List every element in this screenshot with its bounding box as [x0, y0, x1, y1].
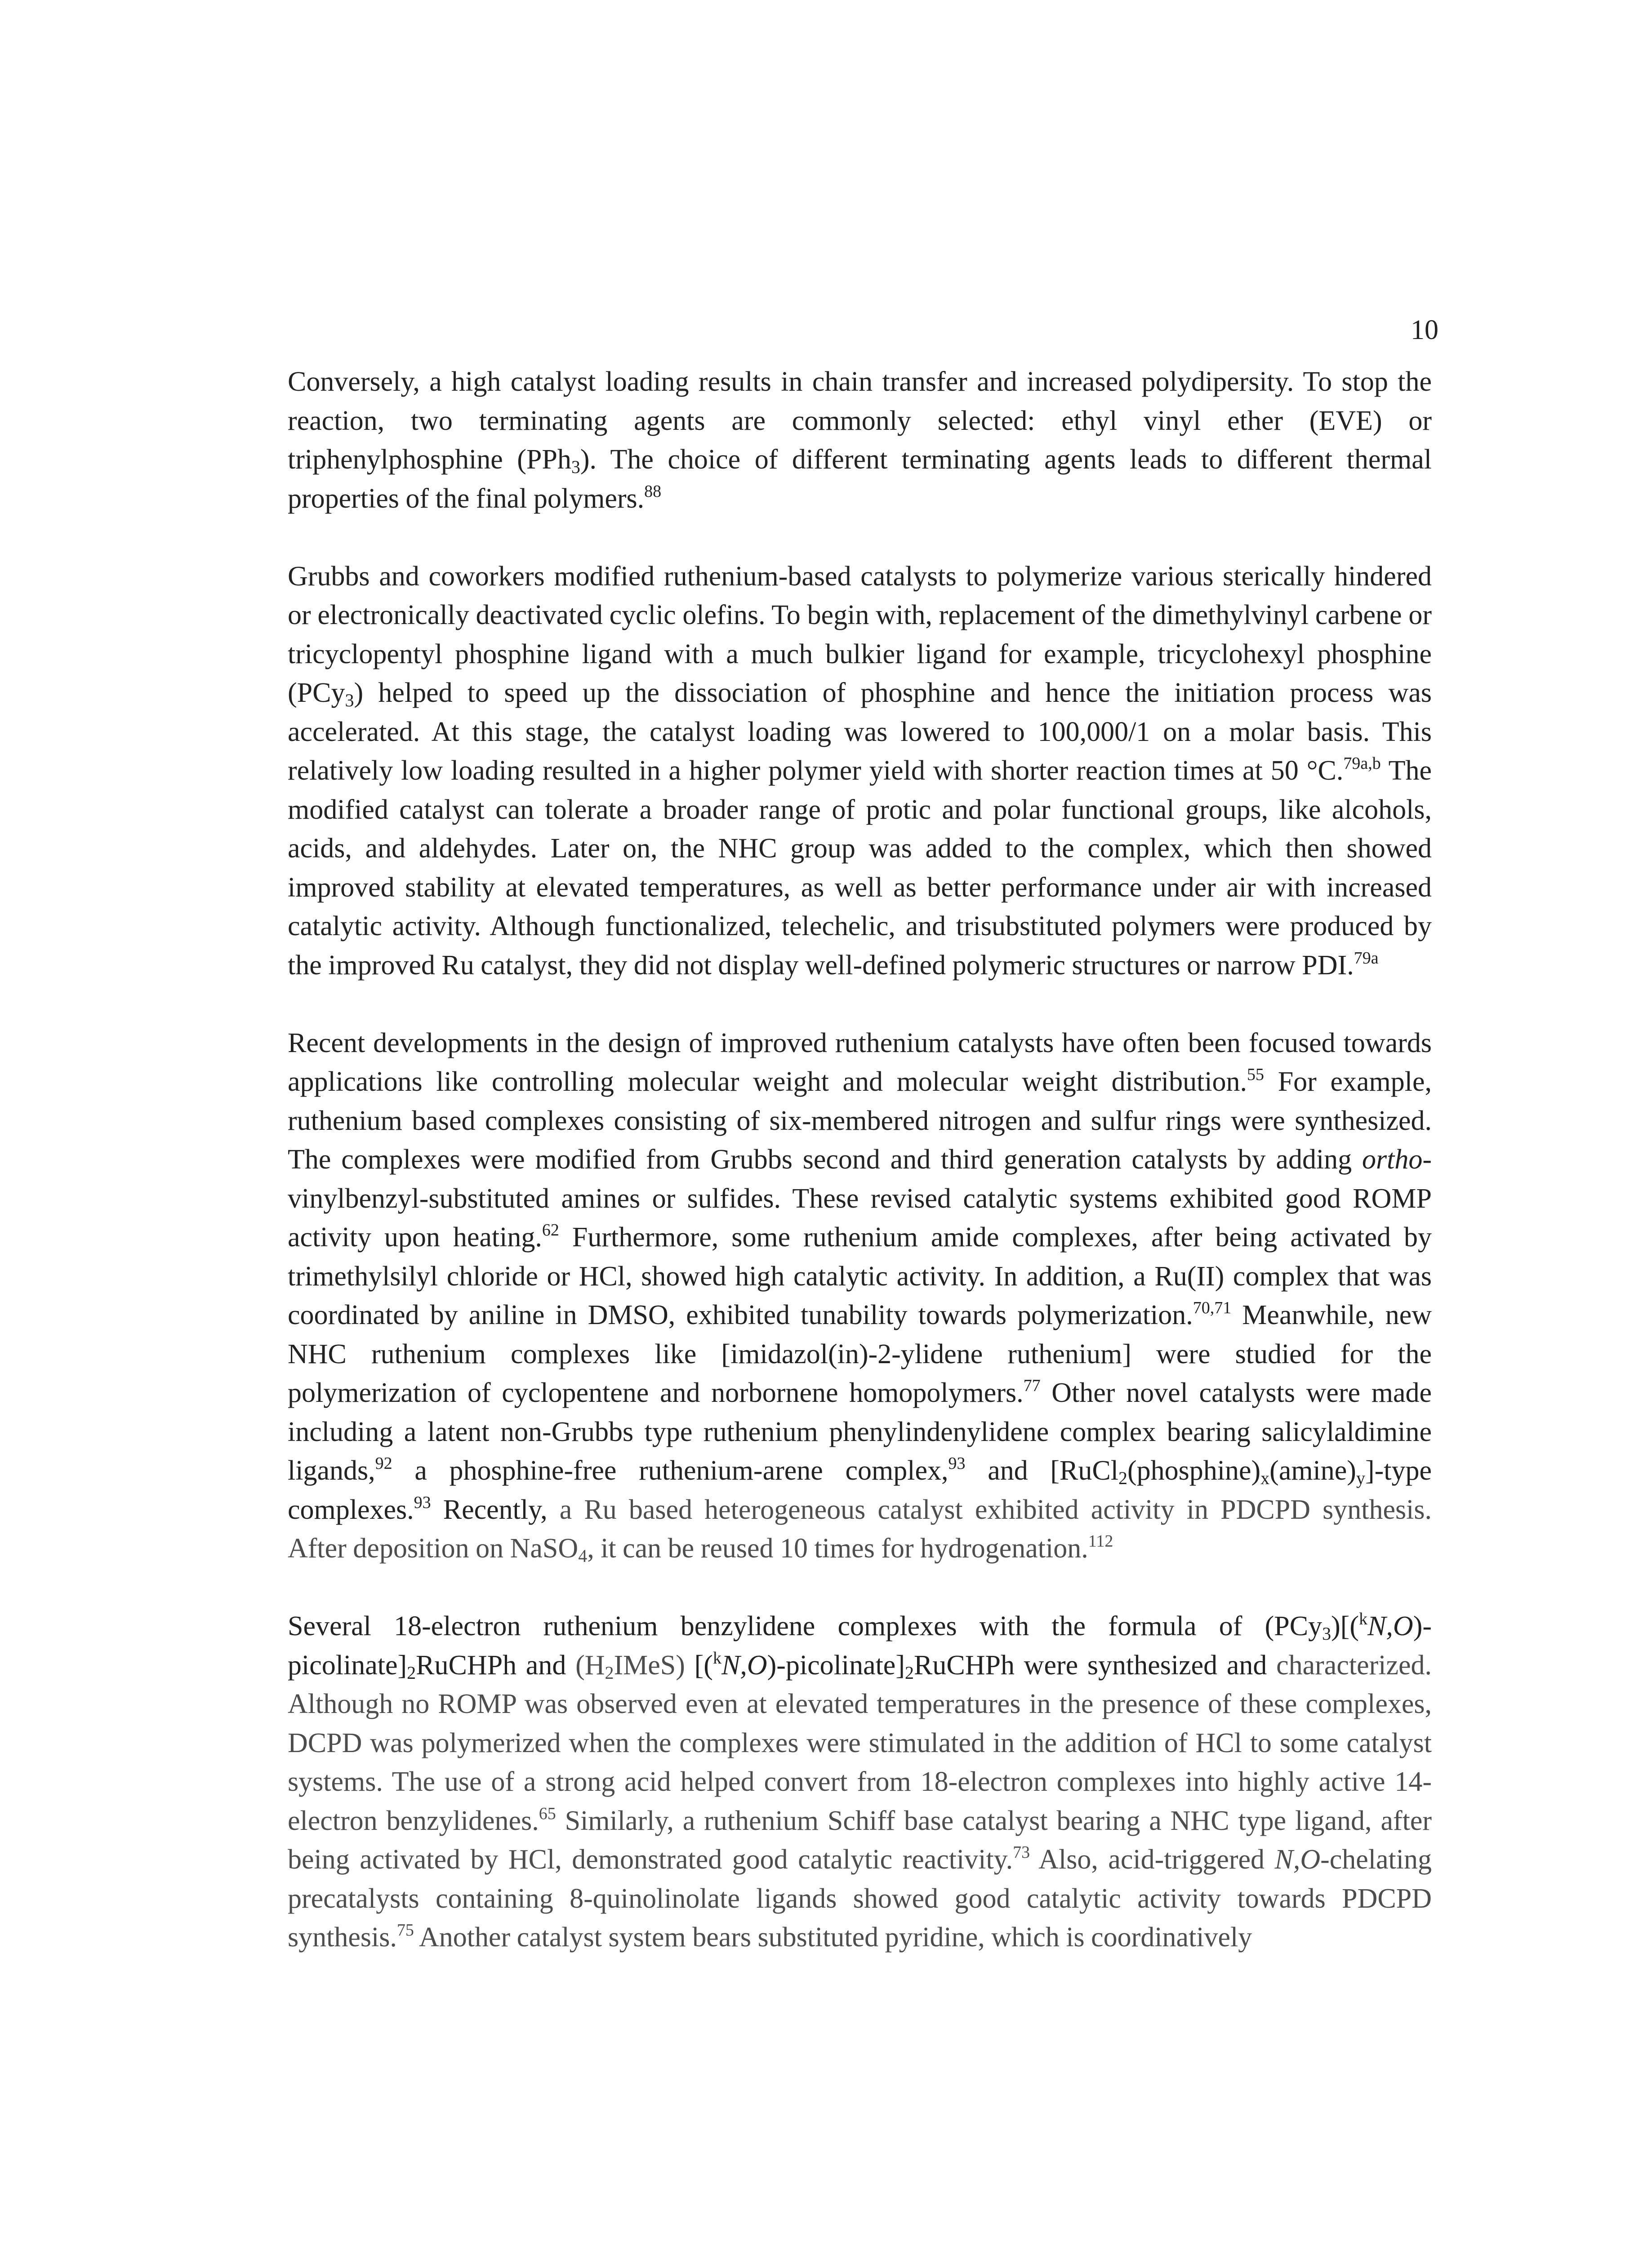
text-segment: Recent developments in the design of improved ruthenium catalysts have often been focused towards applications like controlling molecular weight and molecular weight distribution.	[288, 1027, 1432, 1097]
text-segment: 3	[1322, 1624, 1331, 1644]
text-segment: 62	[542, 1221, 559, 1240]
text-segment: y	[1356, 1468, 1365, 1488]
text-segment: Other novel catalysts were made including a latent non-Grubbs type ruthenium phenylindenylidene complex bearing salicylaldimine ligands,	[288, 1378, 1432, 1486]
text-segment: N,O	[721, 1650, 767, 1681]
text-segment: [(	[685, 1650, 713, 1681]
text-segment: For example, ruthenium based complexes consisting of six-membered nitrogen and sulfur rings were synthesized. The complexes were modified from Grubbs second and third generation catalysts by adding	[288, 1066, 1432, 1175]
text-segment: Conversely, a high catalyst loading results in chain transfer and increased polydipersity. To stop the reaction, two terminating agents are commonly selected: ethyl vinyl ether (EVE) or triphenylphosphine (PPh	[288, 366, 1432, 475]
text-segment: 93	[414, 1493, 431, 1512]
text-segment: Furthermore, some ruthenium amide complexes, after being activated by trimethylsilyl chloride or HCl, showed high catalytic activity. In addition, a Ru(II) complex that was coordinated by aniline in DMSO, exhibited tunability towards polymerization.	[288, 1222, 1432, 1330]
paragraph-4	[288, 1607, 1432, 1957]
text-segment: IMeS)	[614, 1650, 685, 1681]
text-segment: and [RuCl	[965, 1455, 1118, 1486]
text-segment: (phosphine)	[1127, 1455, 1261, 1486]
paragraph-1	[288, 362, 1432, 518]
text-segment: -vinylbenzyl-substituted amines or sulfides. These revised catalytic systems exhibited good ROMP activity upon heating.	[288, 1144, 1432, 1253]
text-segment: Grubbs and coworkers modified ruthenium-based catalysts to polymerize various sterically hindered or electronically deactivated cyclic olefins. To begin with, replacement of the dimethylvinyl carbene or tricyclopentyl phosphine ligand with a much bulkier ligand for example, tricyclohexyl phosphine (PCy	[288, 561, 1432, 708]
text-segment: 65	[539, 1804, 556, 1823]
text-segment: 70,71	[1193, 1298, 1232, 1317]
text-segment: 79a,b	[1343, 754, 1381, 773]
text-segment: (H	[575, 1650, 605, 1681]
text-segment: , it can be reused 10 times for hydrogenation.	[587, 1533, 1088, 1564]
text-segment: RuCHPh and	[416, 1650, 576, 1681]
text-segment: a Ru based heterogeneous catalyst exhibited activity in PDCPD synthesis. After deposition on NaSO	[288, 1494, 1432, 1564]
text-segment: 2	[1118, 1468, 1127, 1488]
text-segment: 55	[1247, 1065, 1265, 1084]
text-segment: a phosphine-free ruthenium-arene complex,	[392, 1455, 948, 1486]
text-segment: 3	[345, 690, 354, 710]
text-segment: x	[1260, 1468, 1270, 1488]
text-segment: characterized. Although no ROMP was observed even at elevated temperatures in the presence of these complexes, DCPD was polymerized when the complexes were stimulated in the addition of HCl to some catalyst systems. The use of a strong acid helped convert from 18-electron complexes into highly active 14-electron benzylidenes.	[288, 1650, 1432, 1836]
text-segment: 3	[571, 457, 580, 477]
text-segment: N,O	[1367, 1611, 1413, 1641]
text-segment: The modified catalyst can tolerate a broader range of protic and polar functional groups, like alcohols, acids, and aldehydes. Later on, the NHC group was added to the complex, which then showed improved stability at elevated temperatures, as well as better performance under air with increased catalytic activity. Although functionalized, telechelic, and trisubstituted polymers were produced by the improved Ru catalyst, they did not display well-defined polymeric structures or narrow PDI.	[288, 755, 1432, 981]
text-segment: ortho	[1362, 1144, 1423, 1175]
text-segment: ). The choice of different terminating agents leads to different thermal properties of the final polymers.	[288, 444, 1432, 514]
text-segment: ]-type complexes.	[288, 1455, 1432, 1525]
text-segment: 75	[396, 1921, 414, 1940]
text-segment: )[(	[1331, 1611, 1359, 1641]
text-segment: 79a	[1354, 948, 1379, 968]
text-segment: ) helped to speed up the dissociation of phosphine and hence the initiation process was accelerated. At this stage, the catalyst loading was lowered to 100,000/1 on a molar basis. This relatively low loading resulted in a higher polymer yield with shorter reaction times at 50 °C.	[288, 678, 1432, 786]
text-segment: 112	[1088, 1532, 1113, 1551]
text-segment: 73	[1013, 1843, 1030, 1862]
text-segment: Recently,	[431, 1494, 560, 1525]
text-segment: N,O	[1274, 1844, 1321, 1875]
text-segment: 92	[375, 1454, 392, 1473]
text-segment: )-picolinate]	[767, 1650, 905, 1681]
text-segment: -chelating precatalysts containing 8-quinolinolate ligands showed good catalytic activity towards PDCPD synthesis.	[288, 1844, 1432, 1953]
text-segment: 88	[644, 482, 662, 501]
text-segment: k	[712, 1648, 721, 1668]
text-segment: (amine)	[1269, 1455, 1356, 1486]
text-segment: Several 18-electron ruthenium benzylidene complexes with the formula of (PCy	[288, 1611, 1322, 1641]
text-segment: 2	[407, 1662, 416, 1683]
text-segment: RuCHPh were synthesized and	[913, 1650, 1277, 1681]
text-segment: 77	[1023, 1376, 1041, 1395]
text-segment: 4	[578, 1546, 588, 1566]
text-segment: Meanwhile, new NHC ruthenium complexes like [imidazol(in)-2-ylidene ruthenium] were studied for the polymerization of cyclopentene and norbornene homopolymers.	[288, 1300, 1432, 1408]
text-segment: 93	[948, 1454, 966, 1473]
page-number: 10	[1411, 315, 1438, 345]
text-segment: Similarly, a ruthenium Schiff base catalyst bearing a NHC type ligand, after being activated by HCl, demonstrated good catalytic reactivity.	[288, 1805, 1432, 1875]
paragraph-3	[288, 1024, 1432, 1568]
body-text	[288, 362, 1432, 1957]
text-segment: k	[1359, 1610, 1368, 1628]
text-segment: Also, acid-triggered	[1030, 1844, 1275, 1875]
text-segment: Another catalyst system bears substituted pyridine, which is coordinatively	[414, 1922, 1252, 1953]
text-segment: )-picolinate]	[288, 1611, 1432, 1681]
text-segment: 2	[605, 1662, 614, 1683]
text-segment: 2	[904, 1662, 914, 1683]
paragraph-2	[288, 557, 1432, 985]
